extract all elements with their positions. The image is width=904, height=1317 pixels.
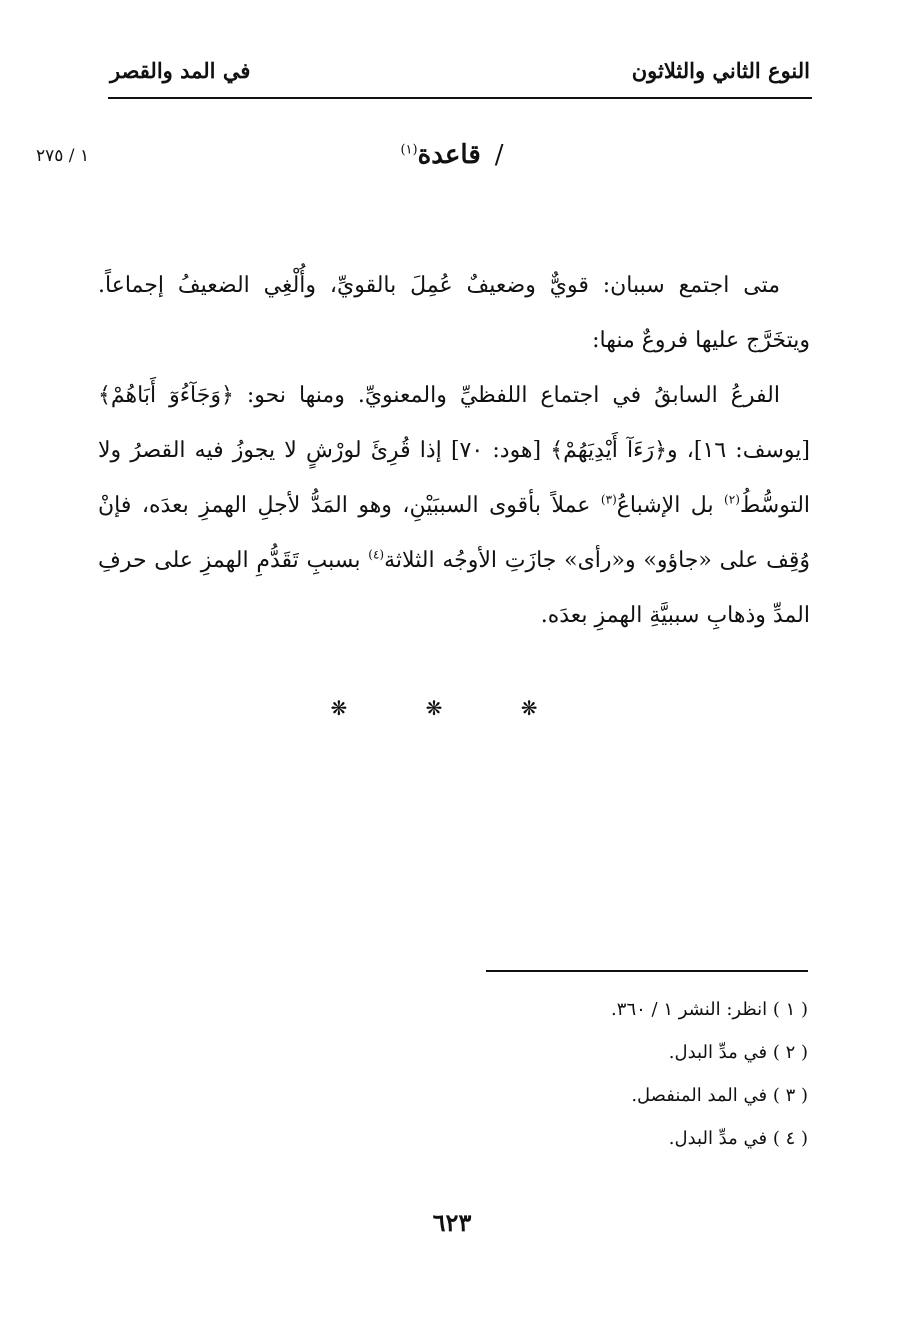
footnote-mark-2: (٢) [724, 492, 740, 507]
footnote-4: ( ٤ ) في مدِّ البدل. [668, 1128, 808, 1149]
paragraph-2-part-d: بسببِ تَقَدُّمِ الهمزِ على حرفِ المدِّ وذهابِ سببيَّةِ الهمزِ بعدَه. [98, 548, 810, 628]
paragraph-2 [98, 368, 810, 643]
paragraph-1: متى اجتمع سببان: قويٌّ وضعيفٌ عُمِلَ بالقويِّ، وأُلْغِي الضعيفُ إجماعاً. ويتخَرَّج عليها فروعٌ منها: [98, 273, 810, 353]
heading-footnote-mark: (١) [400, 142, 418, 158]
running-header-chapter: النوع الثاني والثلاثون [631, 58, 810, 83]
footnote-mark-3: (٣) [600, 492, 617, 507]
footnote-3: ( ٣ ) في المد المنفصل. [631, 1085, 808, 1106]
footnote-rule [486, 970, 808, 972]
page-number: ٦٢٣ [432, 1208, 472, 1237]
header-rule [108, 97, 812, 99]
paragraph-2-part-b: بل الإشباعُ [616, 493, 725, 518]
heading-title: قاعدة [417, 140, 481, 170]
section-heading [0, 140, 904, 170]
footnote-1: ( ١ ) انظر: النشر ١ / ٣٦٠. [611, 999, 808, 1020]
paragraph-2-part-a: الفرعُ السابقُ في اجتماع اللفظيِّ والمعنويِّ. ومنها نحو: ﴿وَجَآءُوٓ أَبَاهُمْ﴾ [يوسف: ١٦]، و﴿رَءَآ أَيْدِيَهُمْ﴾ [هود: ٧٠] إذا قُرِئَ لورْشٍ لا يجوزُ فيه القصرُ ولا التوسُّطُ [98, 383, 811, 518]
footnotes-list [308, 988, 808, 1160]
section-separator: ❋ ❋ ❋ [330, 696, 574, 720]
footnote-2: ( ٢ ) في مدِّ البدل. [668, 1042, 808, 1063]
running-header-topic: في المد والقصر [110, 58, 251, 83]
body-text [98, 258, 810, 643]
paragraph-2-part-c: عملاً بأقوى السببَيْنِ، وهو المَدُّ لأجلِ الهمزِ بعدَه، فإنْ وُقِف على «جاؤو» و«رأى» جازَتِ الأوجُه الثلاثة [98, 493, 811, 573]
footnote-mark-4: (٤) [368, 547, 385, 562]
heading-slash: / [494, 140, 504, 170]
margin-reference: ١ / ٢٧٥ [36, 146, 90, 166]
